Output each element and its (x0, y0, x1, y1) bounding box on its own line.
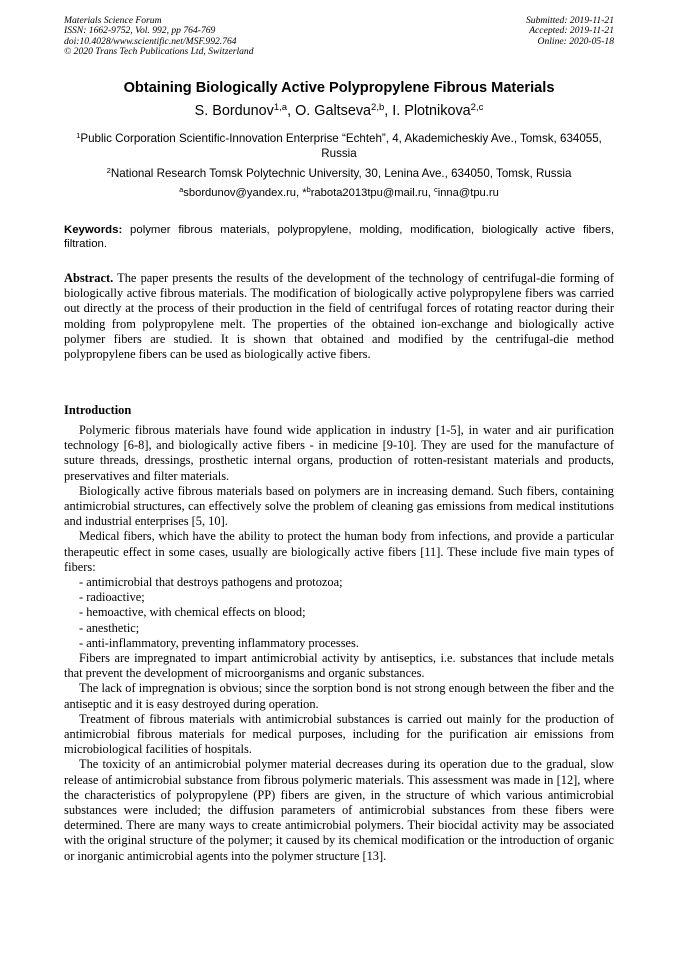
keywords-text: polymer fibrous materials, polypropylene, molding, modification, biologically active fibers, filtration. (64, 224, 614, 251)
author-name: O. Galtseva (295, 103, 372, 119)
keywords-label: Keywords: (64, 224, 123, 236)
author-emails (0, 187, 678, 199)
author-separator: , (287, 103, 296, 119)
affiliation-text: National Research Tomsk Polytechnic University, 30, Lenina Ave., 634050, Tomsk, Russia (110, 167, 572, 180)
author-affiliation-mark: 2,b (371, 102, 385, 114)
abstract-block (64, 271, 614, 362)
abstract-text: The paper presents the results of the development of the technology of centrifugal-die forming of biologically active fibrous materials. The modification of biologically active polypropylene fibers was carried out directly at the process of their production in the field of centrifugal forces of rotating reactor during their molding from polypropylene melt. The properties of the obtained ion-exchange and biologically active polymer fibers are studied. It is shown that obtained and modified by the centrifugal-die method polypropylene fibers can be used as biologically active fibers. (64, 271, 614, 362)
submitted-date: Submitted: 2019-11-21 (525, 15, 614, 26)
email-mark: b (306, 185, 311, 195)
section-heading-introduction: Introduction (64, 403, 132, 417)
accepted-date: Accepted: 2019-11-21 (529, 25, 614, 37)
affiliation-number: 2 (106, 166, 111, 176)
affiliation-number: 1 (76, 131, 81, 141)
abstract-label: Abstract. (64, 271, 114, 285)
paragraph: Biologically active fibrous materials based on polymers are in increasing demand. Such fibers, containing antimicrobial structures, can effectively solve the problem of cleaning gas emissions from medical institutions and industrial enterprises [5, 10]. (64, 483, 614, 529)
affiliation-2 (64, 166, 614, 181)
list-item: - anesthetic; (79, 620, 140, 635)
list-item: - radioactive; (79, 590, 145, 605)
affiliation-text: Public Corporation Scientific-Innovation Enterprise “Echteh”, 4, Akademicheskiy Ave., Tomsk, 634055, Russia (80, 132, 602, 160)
issn-line: ISSN: 1662-9752, Vol. 992, pp 764-769 (64, 25, 216, 37)
author-affiliation-mark: 2,c (470, 102, 484, 114)
author-affiliation-mark: 1,a (273, 102, 288, 114)
paragraph: Polymeric fibrous materials have found wide application in industry [1-5], in water and air purification technology [6-8], and biologically active fibers - in medicine [9-10]. They are used for the manufacture of suture threads, dressings, prosthetic internal organs, production of rotten-resistant materials and products, preservatives and filter materials. (64, 423, 614, 483)
paragraph: Fibers are impregnated to impart antimicrobial activity by antiseptics, i.e. substances that include metals that prevent the development of microorganisms and organic substances. (64, 651, 614, 681)
list-item: - antimicrobial that destroys pathogens and protozoa; (79, 575, 343, 590)
keywords-block (64, 223, 614, 252)
author-name: S. Bordunov (194, 103, 274, 119)
paragraph: Medical fibers, which have the ability to protect the human body from infections, and provide a particular therapeutic effect in some cases, usually are biologically active fibers [11]. These include five main types of fibers: (64, 529, 614, 574)
affiliation-1 (64, 131, 614, 161)
paragraph: Treatment of fibrous materials with antimicrobial substances is carried out mainly for the production of antimicrobial fibrous materials for medical purposes, including for the purification air emissions from microbiological facilities of hospitals. (64, 711, 614, 757)
introduction-body (64, 423, 614, 864)
email-text: sbordunov@yandex.ru, * (183, 187, 307, 199)
journal-info (64, 16, 254, 58)
email-text: inna@tpu.ru (437, 187, 499, 199)
author-name: I. Plotnikova (392, 103, 471, 119)
doi-line: doi:10.4028/www.scientific.net/MSF.992.764 (64, 35, 237, 47)
author-list (0, 103, 678, 119)
author-separator: , (384, 103, 393, 119)
list-item: - hemoactive, with chemical effects on blood; (79, 605, 306, 620)
online-date: Online: 2020-05-18 (537, 35, 614, 47)
paragraph: The lack of impregnation is obvious; since the sorption bond is not strong enough between the fiber and the antiseptic and it is easy destroyed during operation. (64, 681, 614, 711)
list-item: - anti-inflammatory, preventing inflammatory processes. (79, 635, 359, 650)
paragraph: The toxicity of an antimicrobial polymer material decreases during its operation due to the gradual, slow release of antimicrobial substance from fibrous polymeric materials. This assessment was made in [12], where the characteristics of polypropylene (PP) fibers are given, in the structure of which various antimicrobial substances were included; the diffusion parameters of antimicrobial substances from these fibers were determined. There are many ways to create antimicrobial polymers. Their biocidal activity may be associated with the original structure of the polymer; it caused by its chemical modification or the introduction of organic or inorganic antimicrobial agents into the polymer structure [13]. (64, 757, 614, 863)
email-mark: c (434, 185, 438, 195)
journal-name: Materials Science Forum (64, 15, 162, 26)
publication-dates (526, 16, 614, 47)
paper-title: Obtaining Biologically Active Polypropylene Fibrous Materials (123, 80, 555, 96)
email-text: rabota2013tpu@mail.ru, (310, 187, 435, 199)
copyright-line: © 2020 Trans Tech Publications Ltd, Switzerland (64, 46, 254, 58)
email-mark: a (179, 185, 184, 195)
